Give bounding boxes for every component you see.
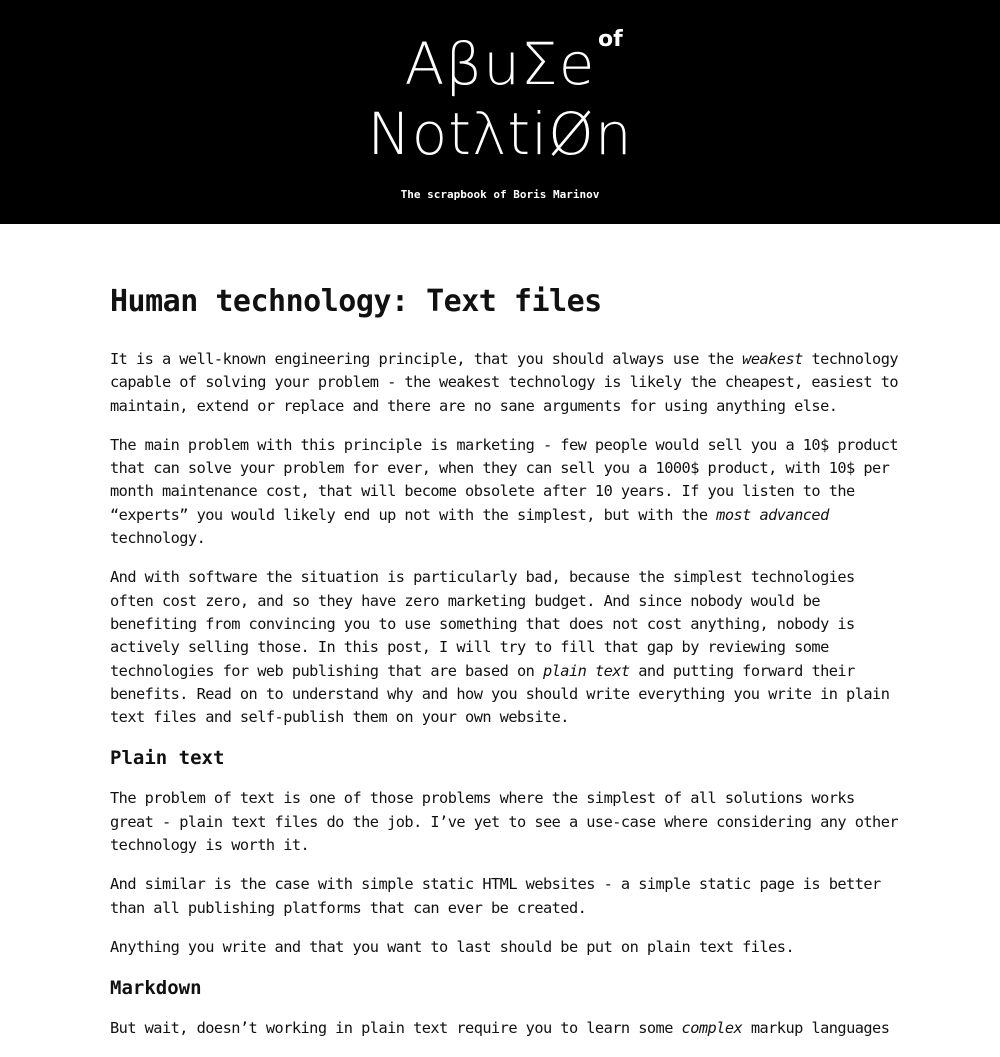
- article: [110, 282, 900, 1057]
- emphasis: complex: [681, 1019, 743, 1038]
- section-heading-plain-text: Plain text: [110, 747, 225, 770]
- emphasis: weakest: [742, 350, 803, 368]
- paragraph-text: And with software the situation is particularly bad, because the simplest technologies often cost zero, and so they have zero marketing budget. And since nobody would be benefiting from convincing you to use something that does not cost anything, nobody is actively selling those. In this post, I will try to fill that gap by reviewing some technologies for web publishing that are based on: [110, 568, 855, 680]
- paragraph-markdown: [110, 1017, 900, 1040]
- paragraph-text: markup languages: [742, 1019, 890, 1038]
- paragraph-marketing: [110, 434, 900, 550]
- paragraph-text: But wait, doesn’t working in plain text require you to learn some: [110, 1019, 682, 1038]
- logo-line-2[interactable]: NotλtiØn: [367, 100, 633, 168]
- emphasis: plain text: [542, 661, 630, 680]
- paragraph-software: [110, 566, 900, 729]
- paragraph-text: and putting forward their benefits. Read on to understand why and how you should write everything you write in plain text files and self-publish them on your own website.: [110, 661, 890, 727]
- emphasis: most advanced: [716, 505, 829, 524]
- paragraph-text: The main problem with this principle is marketing - few people would sell you a 10$ product that can solve your problem for ever, when they can sell you a 1000$ product, with 10$ per month maintenance cost, that will become obsolete after 10 years. If you listen to the “experts” you would likely end up not with the simplest, but with the: [110, 435, 899, 524]
- paragraph-text: technology.: [110, 529, 206, 548]
- paragraph-intro: [110, 348, 900, 418]
- paragraph-last: Anything you write and that you want to last should be put on plain text files.: [110, 937, 795, 956]
- paragraph-text: It is a well-known engineering principle, that you should always use the: [110, 350, 743, 368]
- site-logo[interactable]: [0, 27, 1000, 98]
- paragraph-text: technology capable of solving your problem - the weakest technology is likely the cheapest, easiest to maintain, extend or replace and there are no sane arguments for using anything else.: [110, 350, 899, 415]
- site-tagline: The scrapbook of Boris Marinov: [400, 188, 600, 201]
- logo-line-1: AβuΣe: [404, 30, 596, 98]
- paragraph-plain-text: The problem of text is one of those problems where the simplest of all solutions works great - plain text files do the job. I’ve yet to see a use-case where considering any other technology is worth it.: [110, 789, 899, 855]
- logo-of: of: [598, 27, 623, 52]
- site-header: [0, 0, 1000, 224]
- section-heading-markdown: Markdown: [110, 977, 202, 1000]
- article-title: Human technology: Text files: [110, 284, 602, 319]
- paragraph-static-html: And similar is the case with simple static HTML websites - a simple static page is better than all publishing platforms that can ever be created.: [110, 875, 881, 917]
